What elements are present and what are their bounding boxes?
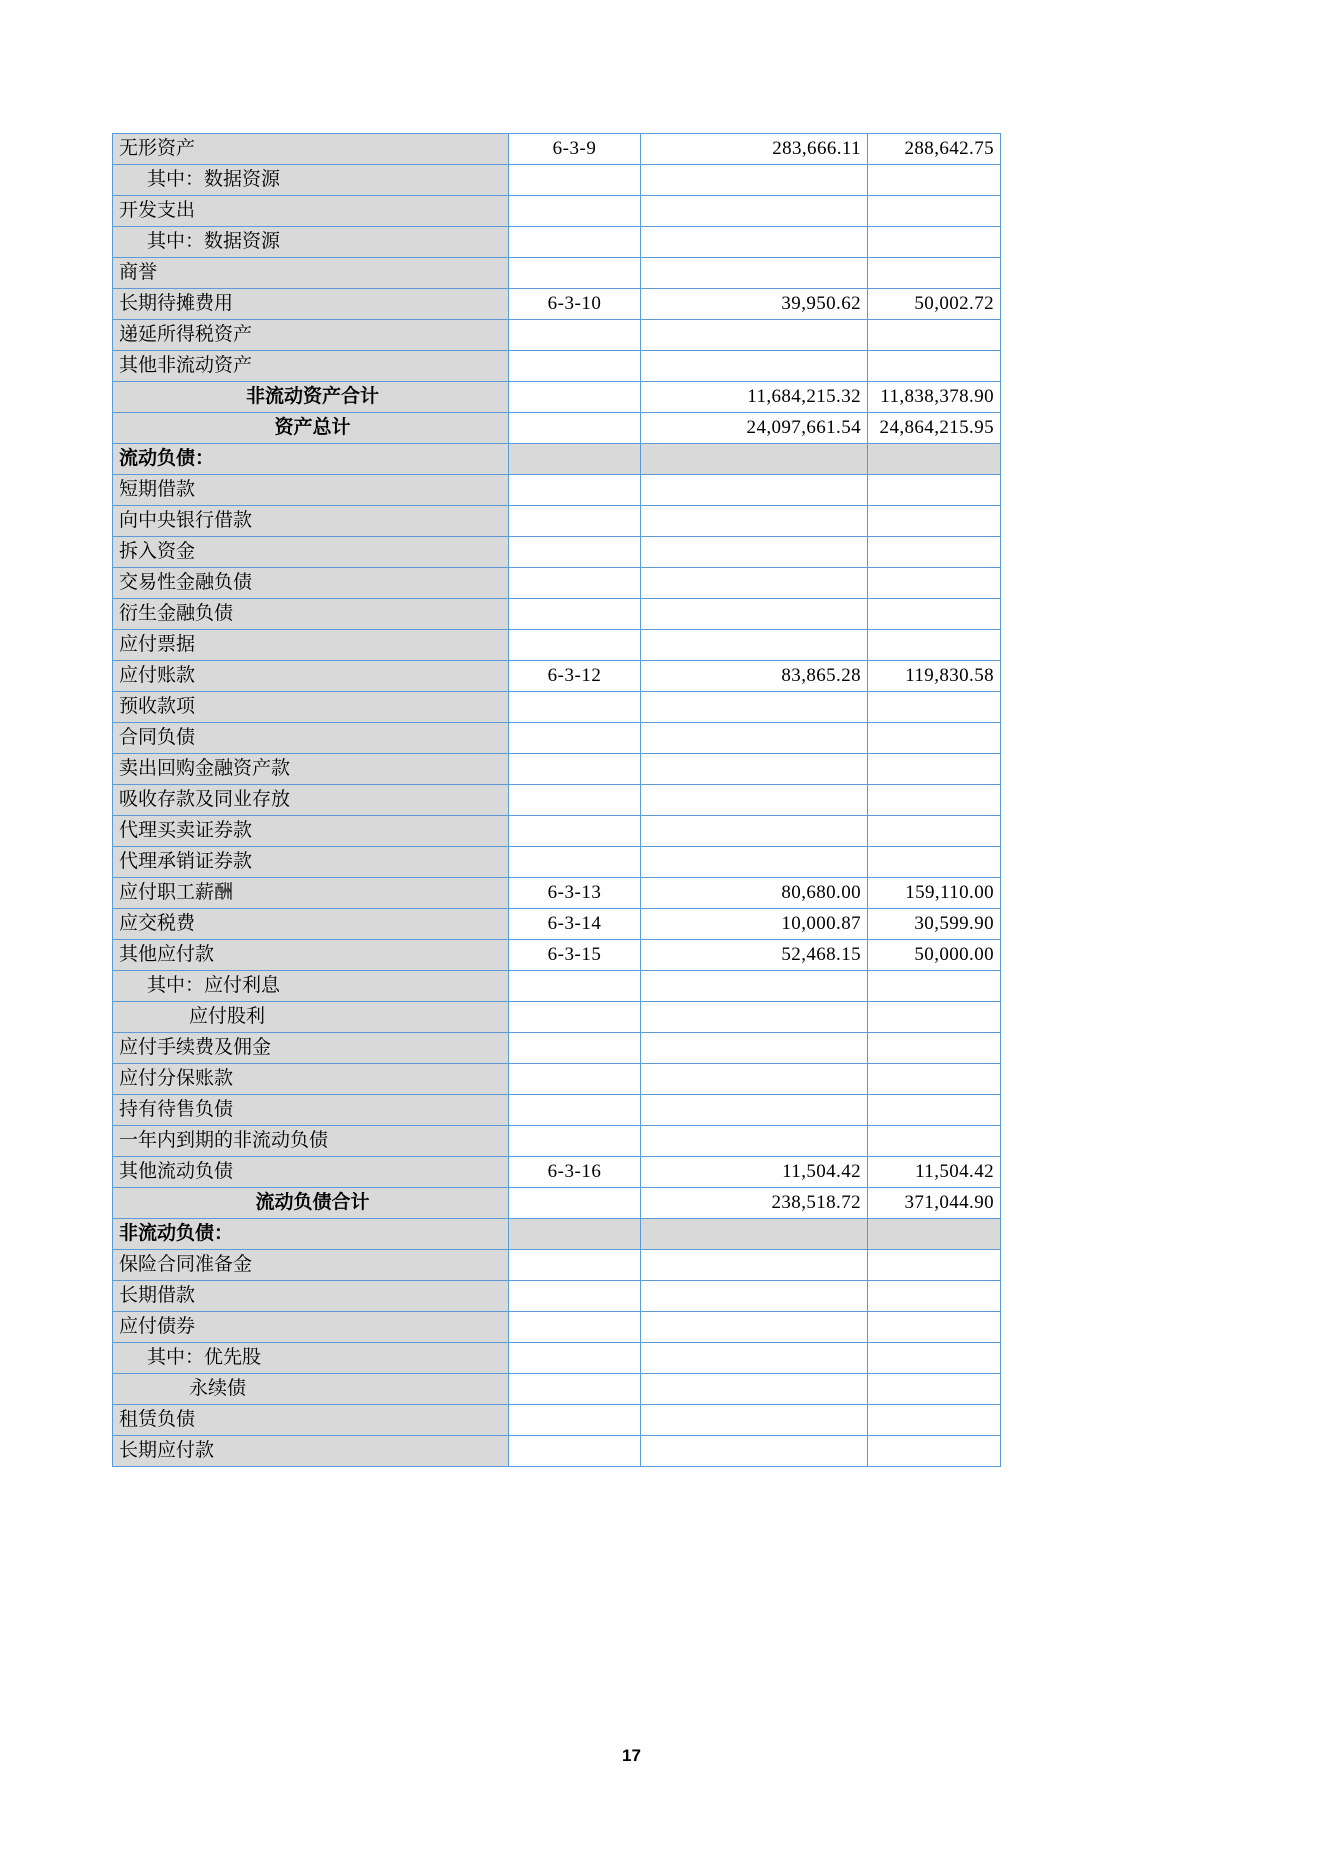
row-note-reference: 6-3-9 [509,134,641,165]
row-previous-value [868,1219,1001,1250]
row-item-label: 流动负债合计 [113,1188,509,1219]
row-note-reference: 6-3-12 [509,661,641,692]
table-row [113,1250,1001,1281]
row-note-reference [509,692,641,723]
row-note-reference [509,227,641,258]
table-row [113,785,1001,816]
row-current-value [641,692,868,723]
row-current-value: 10,000.87 [641,909,868,940]
row-note-reference [509,351,641,382]
page-number [0,1746,1323,1766]
row-previous-value [868,630,1001,661]
row-note-reference [509,382,641,413]
row-note-reference [509,723,641,754]
row-item-label: 非流动负债： [113,1219,509,1250]
row-current-value: 11,504.42 [641,1157,868,1188]
row-current-value [641,599,868,630]
row-item-label: 长期应付款 [113,1436,509,1467]
row-previous-value [868,1374,1001,1405]
table-row [113,754,1001,785]
table-row [113,134,1001,165]
row-current-value [641,196,868,227]
row-current-value [641,816,868,847]
row-previous-value [868,847,1001,878]
row-current-value [641,723,868,754]
row-item-label: 递延所得税资产 [113,320,509,351]
row-current-value [641,258,868,289]
row-item-label: 拆入资金 [113,537,509,568]
balance-sheet-container [112,133,1000,1467]
row-previous-value: 24,864,215.95 [868,413,1001,444]
row-previous-value: 11,838,378.90 [868,382,1001,413]
row-item-label: 向中央银行借款 [113,506,509,537]
row-note-reference [509,1064,641,1095]
table-row [113,289,1001,320]
row-previous-value: 50,000.00 [868,940,1001,971]
row-previous-value [868,785,1001,816]
row-current-value [641,1064,868,1095]
row-note-reference [509,1405,641,1436]
row-item-label: 其中：优先股 [113,1343,509,1374]
row-note-reference [509,1374,641,1405]
row-note-reference [509,506,641,537]
row-current-value: 52,468.15 [641,940,868,971]
row-item-label: 其他应付款 [113,940,509,971]
row-note-reference [509,785,641,816]
row-current-value [641,1250,868,1281]
table-row [113,940,1001,971]
row-previous-value [868,1002,1001,1033]
table-row [113,506,1001,537]
table-row [113,1343,1001,1374]
row-item-label: 无形资产 [113,134,509,165]
table-row [113,258,1001,289]
row-item-label: 交易性金融负债 [113,568,509,599]
row-note-reference [509,258,641,289]
row-current-value [641,1281,868,1312]
row-previous-value [868,1064,1001,1095]
row-note-reference: 6-3-15 [509,940,641,971]
row-current-value [641,1033,868,1064]
row-previous-value [868,723,1001,754]
table-row [113,971,1001,1002]
table-row [113,1405,1001,1436]
row-item-label: 一年内到期的非流动负债 [113,1126,509,1157]
row-item-label: 预收款项 [113,692,509,723]
table-row [113,165,1001,196]
row-previous-value [868,1405,1001,1436]
row-note-reference [509,847,641,878]
row-current-value [641,1343,868,1374]
row-current-value [641,1095,868,1126]
table-row [113,413,1001,444]
row-item-label: 应付票据 [113,630,509,661]
row-current-value [641,165,868,196]
row-note-reference [509,444,641,475]
row-item-label: 长期待摊费用 [113,289,509,320]
table-row [113,475,1001,506]
balance-sheet-body [113,134,1001,1467]
table-row [113,816,1001,847]
table-row [113,1436,1001,1467]
row-item-label: 应付债券 [113,1312,509,1343]
row-item-label: 流动负债： [113,444,509,475]
row-item-label: 其中：数据资源 [113,227,509,258]
row-note-reference [509,537,641,568]
row-note-reference [509,165,641,196]
row-current-value: 283,666.11 [641,134,868,165]
row-previous-value [868,1436,1001,1467]
table-row [113,630,1001,661]
row-previous-value [868,1312,1001,1343]
row-item-label: 租赁负债 [113,1405,509,1436]
row-note-reference [509,630,641,661]
row-previous-value [868,692,1001,723]
row-note-reference [509,196,641,227]
row-previous-value [868,227,1001,258]
row-current-value: 83,865.28 [641,661,868,692]
table-row [113,1126,1001,1157]
row-note-reference [509,754,641,785]
table-row [113,351,1001,382]
row-current-value [641,444,868,475]
table-row [113,723,1001,754]
table-row [113,1157,1001,1188]
row-current-value [641,754,868,785]
row-current-value: 238,518.72 [641,1188,868,1219]
row-note-reference [509,475,641,506]
row-note-reference: 6-3-16 [509,1157,641,1188]
table-row [113,1033,1001,1064]
row-current-value: 24,097,661.54 [641,413,868,444]
table-row [113,537,1001,568]
table-row [113,382,1001,413]
row-item-label: 应付账款 [113,661,509,692]
row-previous-value [868,165,1001,196]
row-previous-value [868,506,1001,537]
table-row [113,1312,1001,1343]
row-previous-value: 30,599.90 [868,909,1001,940]
row-item-label: 应付职工薪酬 [113,878,509,909]
row-previous-value [868,537,1001,568]
row-previous-value [868,258,1001,289]
row-previous-value [868,599,1001,630]
row-previous-value: 11,504.42 [868,1157,1001,1188]
row-item-label: 吸收存款及同业存放 [113,785,509,816]
row-previous-value [868,320,1001,351]
row-item-label: 持有待售负债 [113,1095,509,1126]
row-current-value [641,971,868,1002]
row-current-value [641,1312,868,1343]
table-row [113,1374,1001,1405]
row-note-reference [509,1002,641,1033]
row-previous-value: 119,830.58 [868,661,1001,692]
row-note-reference [509,816,641,847]
row-note-reference [509,1281,641,1312]
table-row [113,196,1001,227]
row-item-label: 开发支出 [113,196,509,227]
row-current-value [641,1219,868,1250]
row-note-reference: 6-3-13 [509,878,641,909]
row-item-label: 长期借款 [113,1281,509,1312]
table-row [113,1064,1001,1095]
row-note-reference [509,413,641,444]
row-current-value: 39,950.62 [641,289,868,320]
row-current-value [641,785,868,816]
table-row [113,1281,1001,1312]
row-item-label: 永续债 [113,1374,509,1405]
table-row [113,599,1001,630]
row-current-value [641,1002,868,1033]
table-row [113,847,1001,878]
row-current-value [641,506,868,537]
row-item-label: 卖出回购金融资产款 [113,754,509,785]
row-previous-value [868,1033,1001,1064]
row-previous-value [868,971,1001,1002]
row-item-label: 代理承销证券款 [113,847,509,878]
row-note-reference [509,971,641,1002]
row-current-value [641,847,868,878]
row-item-label: 应付分保账款 [113,1064,509,1095]
row-note-reference: 6-3-10 [509,289,641,320]
row-previous-value [868,1095,1001,1126]
row-item-label: 非流动资产合计 [113,382,509,413]
row-current-value [641,1405,868,1436]
row-note-reference [509,1095,641,1126]
row-previous-value: 288,642.75 [868,134,1001,165]
table-row [113,909,1001,940]
row-item-label: 其中：应付利息 [113,971,509,1002]
row-item-label: 其他非流动资产 [113,351,509,382]
row-previous-value [868,1126,1001,1157]
row-item-label: 保险合同准备金 [113,1250,509,1281]
row-current-value [641,351,868,382]
table-row [113,661,1001,692]
row-item-label: 商誉 [113,258,509,289]
table-row [113,227,1001,258]
row-item-label: 短期借款 [113,475,509,506]
row-previous-value [868,1343,1001,1374]
row-item-label: 应交税费 [113,909,509,940]
row-item-label: 资产总计 [113,413,509,444]
row-current-value [641,227,868,258]
row-previous-value: 159,110.00 [868,878,1001,909]
row-current-value [641,475,868,506]
row-item-label: 应付手续费及佣金 [113,1033,509,1064]
row-note-reference [509,320,641,351]
row-item-label: 合同负债 [113,723,509,754]
table-row [113,1188,1001,1219]
row-current-value [641,1374,868,1405]
row-note-reference [509,1343,641,1374]
table-row [113,1219,1001,1250]
row-previous-value: 50,002.72 [868,289,1001,320]
row-previous-value: 371,044.90 [868,1188,1001,1219]
row-current-value [641,568,868,599]
row-previous-value [868,754,1001,785]
row-note-reference [509,1126,641,1157]
row-current-value [641,1436,868,1467]
row-previous-value [868,568,1001,599]
row-current-value: 11,684,215.32 [641,382,868,413]
row-note-reference [509,1188,641,1219]
row-current-value [641,1126,868,1157]
table-row [113,878,1001,909]
row-previous-value [868,196,1001,227]
row-note-reference [509,1436,641,1467]
balance-sheet-table [112,133,1001,1467]
table-row [113,692,1001,723]
table-row [113,1002,1001,1033]
row-previous-value [868,444,1001,475]
row-note-reference [509,1219,641,1250]
row-note-reference [509,1250,641,1281]
row-item-label: 应付股利 [113,1002,509,1033]
row-current-value [641,630,868,661]
row-previous-value [868,475,1001,506]
table-row [113,444,1001,475]
row-current-value [641,537,868,568]
table-row [113,568,1001,599]
row-current-value [641,320,868,351]
row-item-label: 其他流动负债 [113,1157,509,1188]
row-previous-value [868,816,1001,847]
table-row [113,1095,1001,1126]
row-note-reference: 6-3-14 [509,909,641,940]
row-item-label: 衍生金融负债 [113,599,509,630]
row-item-label: 代理买卖证券款 [113,816,509,847]
table-row [113,320,1001,351]
row-note-reference [509,599,641,630]
page-number-value: 17 [622,1746,641,1765]
row-note-reference [509,568,641,599]
row-note-reference [509,1312,641,1343]
row-item-label: 其中：数据资源 [113,165,509,196]
row-previous-value [868,351,1001,382]
row-note-reference [509,1033,641,1064]
row-previous-value [868,1281,1001,1312]
row-previous-value [868,1250,1001,1281]
row-current-value: 80,680.00 [641,878,868,909]
